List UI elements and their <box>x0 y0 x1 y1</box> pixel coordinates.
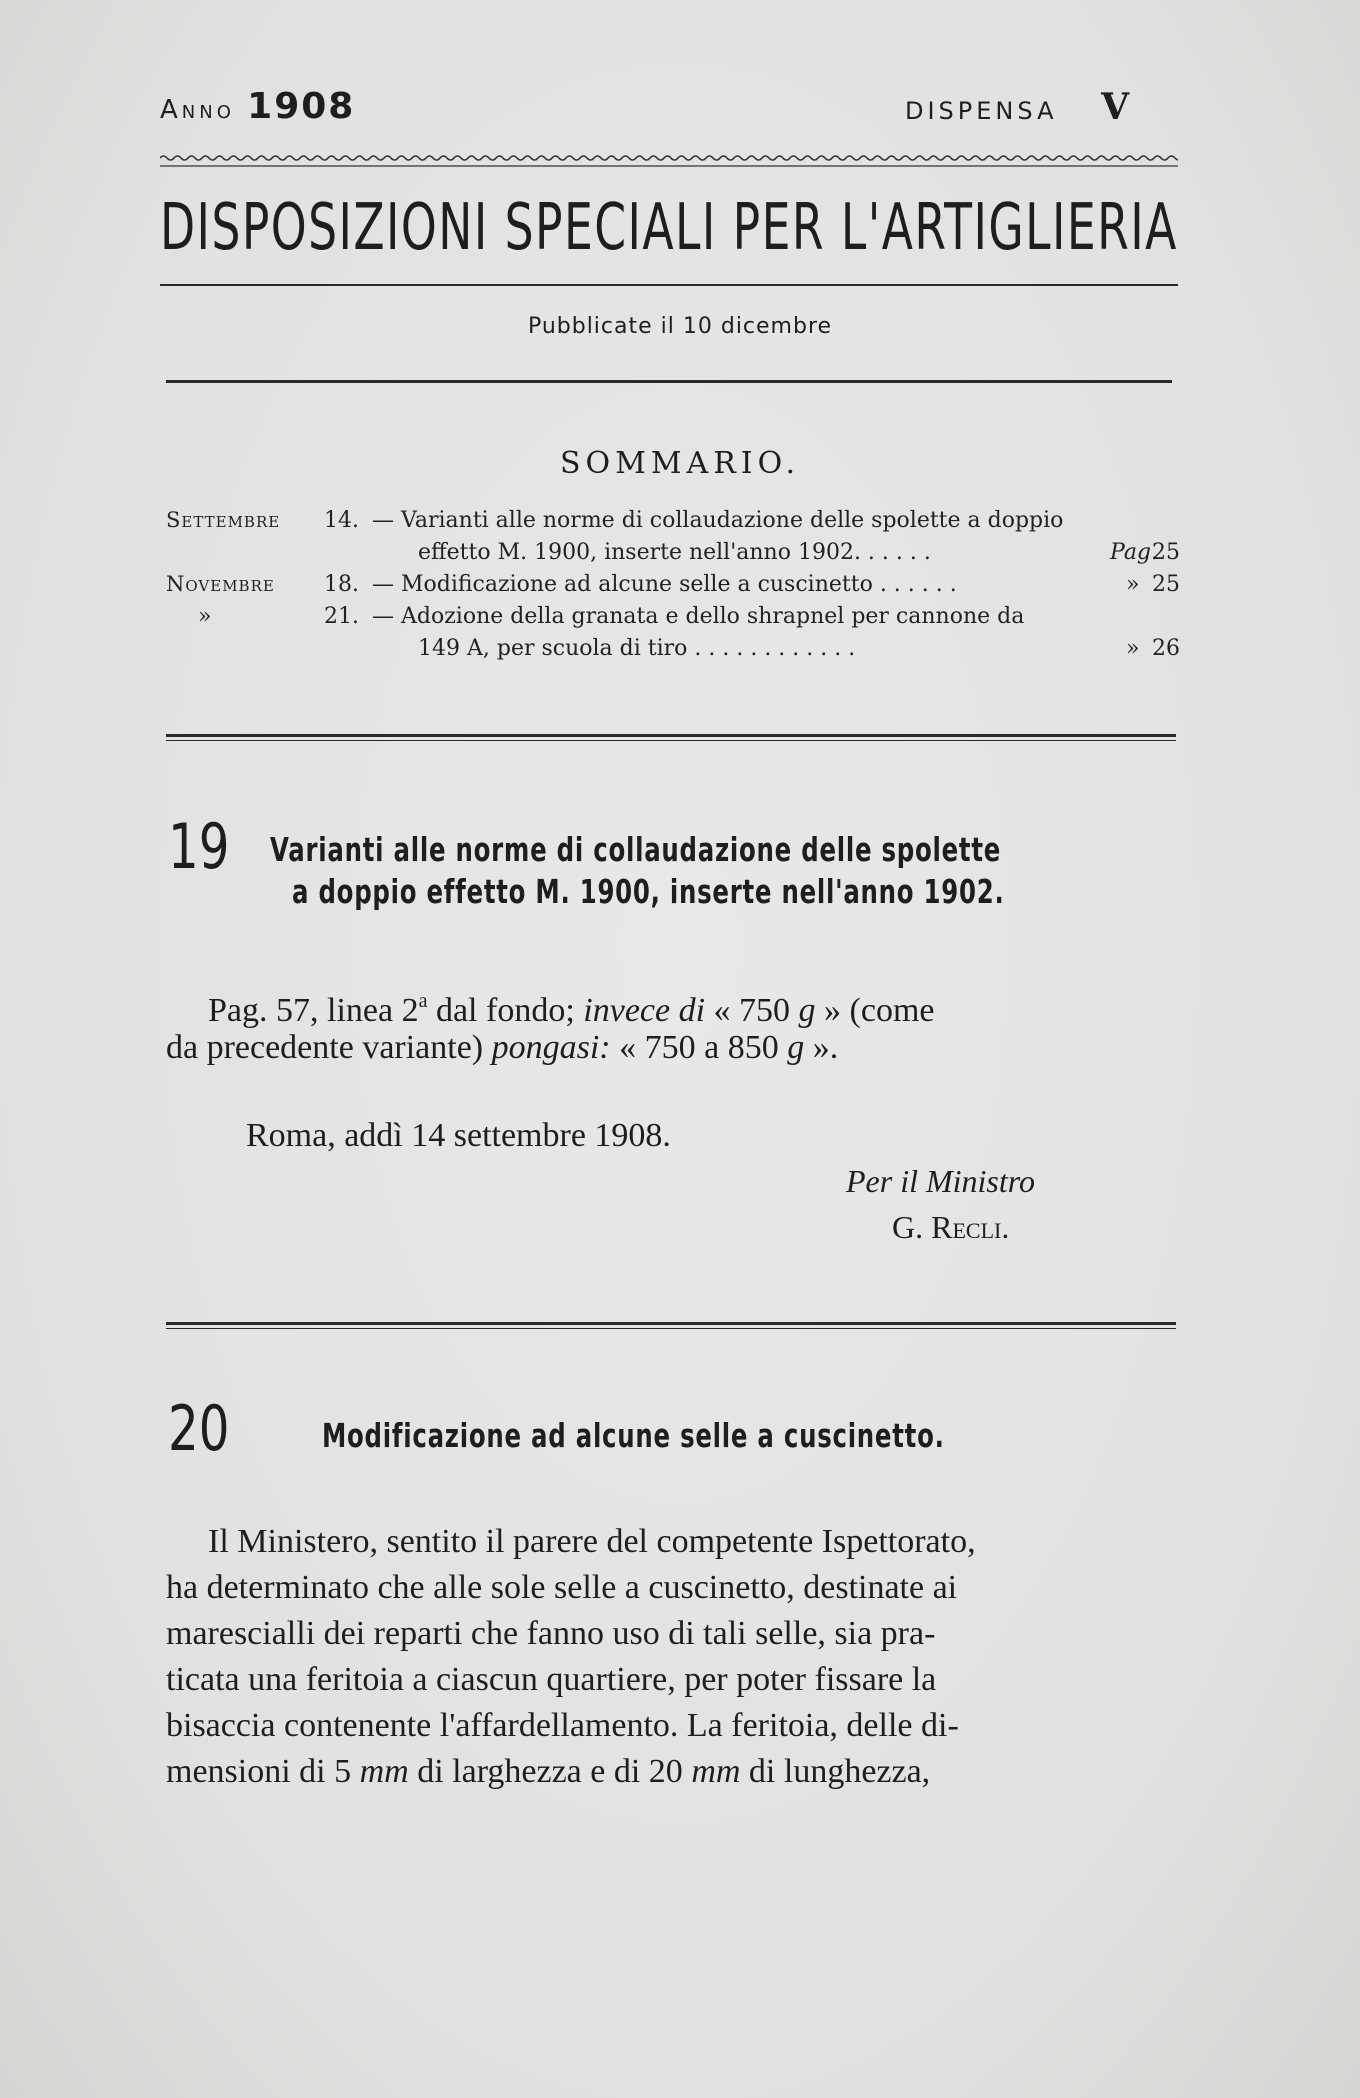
toc-month: Novembre <box>166 572 275 596</box>
header-anno <box>160 86 355 127</box>
superscript: a <box>418 990 428 1012</box>
sommario-table <box>166 508 1180 661</box>
toc-page: 25 <box>1152 540 1180 565</box>
text-span: mensioni di 5 <box>166 1753 360 1790</box>
italic-text: pongasi: <box>491 1029 611 1066</box>
toc-page-label: » <box>1126 572 1140 597</box>
toc-page: 26 <box>1152 636 1180 661</box>
italic-text: g <box>798 992 816 1029</box>
text-span: Pag. 57, linea 2 <box>208 992 419 1029</box>
text-span: di lunghezza, <box>740 1753 931 1790</box>
toc-number: 18. <box>324 572 359 597</box>
section-number: 20 <box>168 1392 230 1465</box>
publication-rule <box>166 380 1172 383</box>
section-body-line: bisaccia contenente l'affardellamento. La feritoia, delle di- <box>166 1707 959 1744</box>
signature-title: Per il Ministro <box>846 1163 1036 1199</box>
toc-page: 25 <box>1152 572 1180 597</box>
text-span: da precedente variante) <box>166 1029 492 1066</box>
toc-text: — Adozione della granata e dello shrapnel per cannone da <box>372 604 1025 629</box>
toc-number: 21. <box>324 604 359 629</box>
text-span: ». <box>804 1029 839 1066</box>
publication-date: Pubblicate il 10 dicembre <box>527 314 833 339</box>
section-rule <box>166 740 1176 741</box>
toc-number: 14. <box>324 508 359 533</box>
section-title: a doppio effetto M. 1900, inserte nell'anno 1902. <box>292 872 1005 911</box>
text-span: di larghezza e di 20 <box>408 1753 692 1790</box>
section-body-line <box>166 1750 930 1793</box>
text-span: dal fondo; <box>427 992 584 1029</box>
section-body-line: marescialli dei reparti che fanno uso di tali selle, sia pra- <box>166 1615 936 1652</box>
italic-text: g <box>787 1029 805 1066</box>
header-dispensa <box>905 86 1133 128</box>
signature-name: G. Recli. <box>892 1209 1010 1245</box>
section-body-line: ha determinato che alle sole selle a cuscinetto, destinate ai <box>166 1569 958 1606</box>
section-number: 19 <box>168 810 230 883</box>
text-span: « 750 a 850 <box>610 1029 788 1066</box>
toc-text: 149 A, per scuola di tiro . . . . . . . . . . . . <box>418 636 856 661</box>
toc-page-label: Pag. <box>1110 540 1159 565</box>
section-title: Modificazione ad alcune selle a cuscinetto. <box>322 1416 945 1455</box>
title-rule <box>160 284 1178 286</box>
toc-month: Settembre <box>166 508 281 532</box>
dispensa-number: V <box>1101 86 1134 128</box>
section-body-line: ticata una feritoia a ciascun quartiere, per poter fissare la <box>166 1661 937 1698</box>
section-body-line <box>166 1026 838 1069</box>
italic-text: mm <box>359 1753 409 1790</box>
text-span: » (come <box>815 992 935 1029</box>
italic-text: invece di <box>583 992 706 1029</box>
section-rule <box>166 1322 1176 1325</box>
section-title: Varianti alle norme di collaudazione delle spolette <box>270 830 1002 869</box>
wavy-rule <box>160 148 1178 170</box>
italic-text: mm <box>691 1753 741 1790</box>
sommario-heading: SOMMARIO. <box>559 446 801 481</box>
section-body-line <box>208 980 935 1032</box>
anno-label: Anno <box>160 95 235 125</box>
main-title: DISPOSIZIONI SPECIALI PER L'ARTIGLIERIA <box>160 191 1178 265</box>
toc-text: — Varianti alle norme di collaudazione delle spolette a doppio <box>372 508 1064 533</box>
section-rule <box>166 1328 1176 1329</box>
place-date: Roma, addì 14 settembre 1908. <box>246 1117 671 1154</box>
section-body-line: Il Ministero, sentito il parere del competente Ispettorato, <box>208 1523 976 1560</box>
year: 1908 <box>247 86 356 127</box>
text-span: « 750 <box>705 992 799 1029</box>
toc-page-label: » <box>1126 636 1140 661</box>
toc-month: » <box>198 604 212 629</box>
toc-text: effetto M. 1900, inserte nell'anno 1902. . . . . . <box>418 540 931 565</box>
toc-text: — Modificazione ad alcune selle a cuscinetto . . . . . . <box>372 572 957 597</box>
section-rule <box>166 734 1176 737</box>
dispensa-label: DISPENSA <box>905 97 1058 125</box>
